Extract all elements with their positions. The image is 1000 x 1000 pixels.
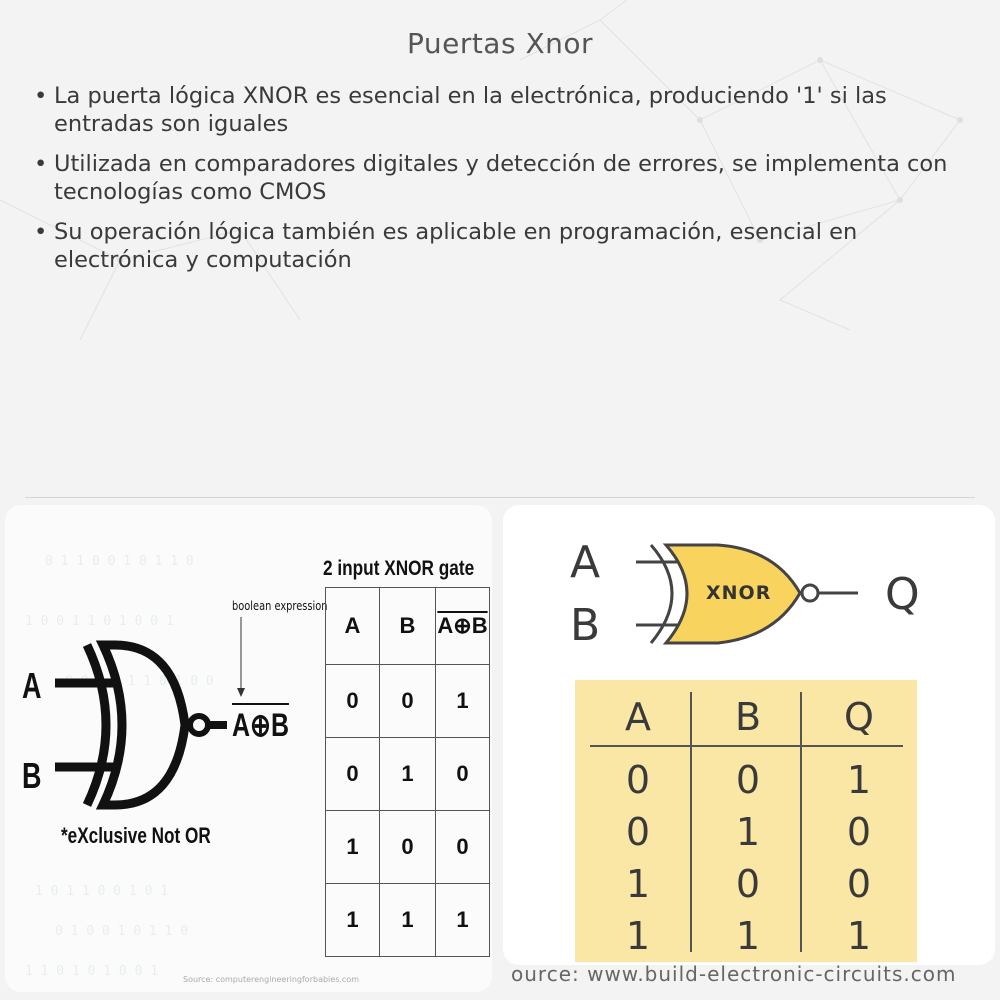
table-header-cell: B xyxy=(380,588,436,665)
svg-text:0 0 1 0 1 1 0 1 0 0: 0 0 1 0 1 1 0 1 0 0 xyxy=(65,674,214,689)
bullet-list xyxy=(34,82,974,286)
bullet-marker: • xyxy=(34,151,48,177)
left-xnor-figure xyxy=(5,505,492,992)
table-cell: 0 xyxy=(846,810,872,854)
svg-text:1 0 0 1 1 0 1 0 0 1: 1 0 0 1 1 0 1 0 0 1 xyxy=(25,614,174,629)
table-cell: 1 xyxy=(846,758,872,802)
bullet-text: Utilizada en comparadores digitales y detección de errores, se implementa con tecnologías como CMOS xyxy=(54,151,948,205)
left-input-b-label: B xyxy=(22,755,42,796)
bullet-item xyxy=(34,82,974,138)
right-input-b-label: B xyxy=(570,600,601,651)
svg-text:1 1 0 1 0 1 0 0 1: 1 1 0 1 0 1 0 0 1 xyxy=(25,964,159,979)
svg-text:0 1 1 0 0 1 0 1 1 0: 0 1 1 0 0 1 0 1 1 0 xyxy=(45,554,194,569)
right-figure-source: ource: www.build-electronic-circuits.com xyxy=(511,962,957,986)
left-figure-source: Source: computerengineeringforbabies.com xyxy=(183,975,359,984)
bullet-item xyxy=(34,150,974,206)
table-cell: 1 xyxy=(436,665,490,738)
left-truth-table xyxy=(325,587,490,957)
svg-text:1 0 1 1 0 0 1 0 1: 1 0 1 1 0 0 1 0 1 xyxy=(35,884,169,899)
table-cell: 1 xyxy=(735,810,761,854)
table-cell: 1 xyxy=(846,914,872,958)
table-cell: 0 xyxy=(735,862,761,906)
table-cell: 0 xyxy=(326,665,380,738)
bullet-marker: • xyxy=(34,219,48,245)
left-figure-title: 2 input XNOR gate xyxy=(323,557,475,580)
table-cell: 0 xyxy=(625,758,651,802)
bullet-item xyxy=(34,218,974,274)
left-input-a-label: A xyxy=(22,665,42,706)
table-cell: 1 xyxy=(380,738,436,811)
table-header-row xyxy=(326,588,490,665)
table-cell: 0 xyxy=(436,738,490,811)
gate-caption: *eXclusive Not OR xyxy=(61,823,211,848)
table-cell: 0 xyxy=(326,738,380,811)
table-header-cell: Q xyxy=(844,695,874,739)
table-cell: 1 xyxy=(326,884,380,957)
right-input-a-label: A xyxy=(570,537,601,588)
table-row xyxy=(326,884,490,957)
section-divider xyxy=(25,497,975,498)
table-header-cell: A xyxy=(625,695,651,739)
table-cell: 0 xyxy=(846,862,872,906)
table-cell: 0 xyxy=(436,811,490,884)
table-cell: 1 xyxy=(326,811,380,884)
right-output-q-label: Q xyxy=(885,569,920,620)
table-header-cell: A xyxy=(326,588,380,665)
table-cell: 0 xyxy=(380,811,436,884)
table-cell: 0 xyxy=(735,758,761,802)
boolean-expression-label: boolean expression xyxy=(232,599,328,613)
gate-label: XNOR xyxy=(706,582,772,604)
right-xnor-figure xyxy=(503,505,995,965)
table-cell: 0 xyxy=(625,810,651,854)
table-cell: 1 xyxy=(625,862,651,906)
table-cell: 1 xyxy=(735,914,761,958)
table-cell: 1 xyxy=(625,914,651,958)
svg-text:0 1 0 0 1 0 1 1 0: 0 1 0 0 1 0 1 1 0 xyxy=(55,924,189,939)
table-cell: 0 xyxy=(380,665,436,738)
table-cell: 1 xyxy=(380,884,436,957)
table-cell: 1 xyxy=(436,884,490,957)
boolean-expression: A⊕B xyxy=(232,703,289,743)
table-header-cell: B xyxy=(734,695,762,739)
bullet-marker: • xyxy=(34,83,48,109)
table-header-cell: A⊕B xyxy=(436,588,490,665)
table-row xyxy=(326,738,490,811)
table-row xyxy=(326,665,490,738)
right-truth-table xyxy=(575,680,917,962)
table-row xyxy=(326,811,490,884)
page-title: Puertas Xnor xyxy=(406,27,594,60)
bullet-text: Su operación lógica también es aplicable en programación, esencial en electrónica y computación xyxy=(54,219,858,273)
bullet-text: La puerta lógica XNOR es esencial en la electrónica, produciendo '1' si las entradas son iguales xyxy=(54,83,887,137)
